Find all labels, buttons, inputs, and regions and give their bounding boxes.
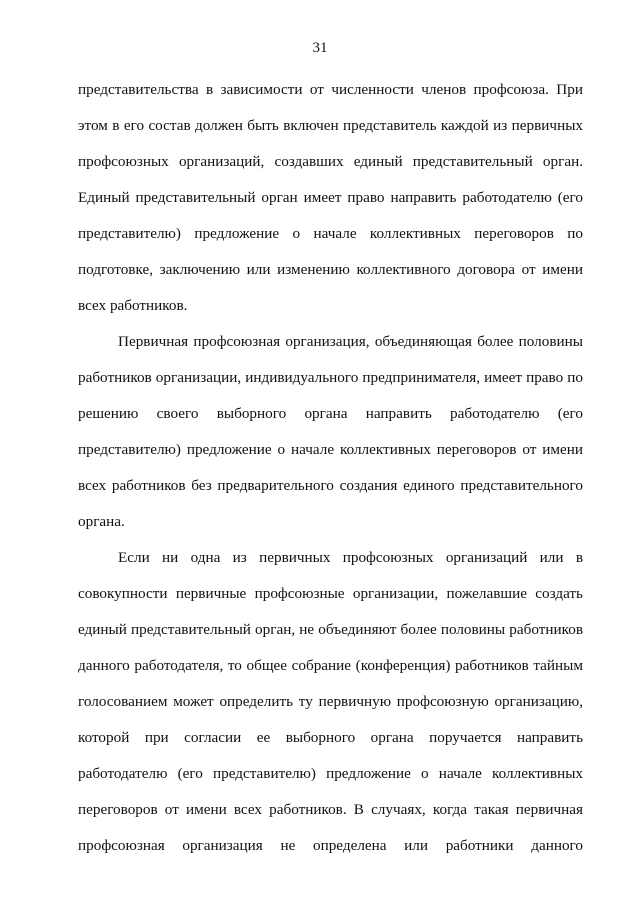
text-line: работодателю (его представителю) предложение о начале коллективных: [78, 765, 583, 782]
text-line: голосованием может определить ту первичную профсоюзную организацию,: [78, 693, 583, 710]
text-line: совокупности первичные профсоюзные организации, пожелавшие создать: [78, 585, 583, 602]
text-line: Единый представительный орган имеет право направить работодателю (его: [78, 189, 583, 206]
text-line: Если ни одна из первичных профсоюзных организаций или в: [118, 549, 583, 566]
text-line: всех работников.: [78, 297, 188, 314]
text-line: подготовке, заключению или изменению коллективного договора от имени: [78, 261, 583, 278]
paragraph: [78, 72, 583, 324]
paragraph: [78, 324, 583, 540]
text-line: этом в его состав должен быть включен представитель каждой из первичных: [78, 117, 583, 134]
text-line: представителю) предложение о начале коллективных переговоров по: [78, 225, 583, 242]
text-line: данного работодателя, то общее собрание (конференция) работников тайным: [78, 657, 583, 674]
text-line: которой при согласии ее выборного органа поручается направить: [78, 729, 583, 746]
text-line: представительства в зависимости от численности членов профсоюза. При: [78, 81, 583, 98]
text-line: профсоюзных организаций, создавших единый представительный орган.: [78, 153, 583, 170]
text-line: решению своего выборного органа направить работодателю (его: [78, 405, 583, 422]
page-number: 31: [312, 40, 328, 56]
document-body: [78, 72, 583, 864]
text-line: профсоюзная организация не определена или работники данного: [78, 837, 583, 854]
text-line: представителю) предложение о начале коллективных переговоров от имени: [78, 441, 583, 458]
text-line: Первичная профсоюзная организация, объединяющая более половины: [118, 333, 583, 350]
text-line: всех работников без предварительного создания единого представительного: [78, 477, 583, 494]
text-line: работников организации, индивидуального предпринимателя, имеет право по: [78, 369, 583, 386]
text-line: переговоров от имени всех работников. В случаях, когда такая первичная: [78, 801, 583, 818]
paragraph: [78, 540, 583, 864]
text-line: единый представительный орган, не объединяют более половины работников: [78, 621, 583, 638]
text-line: органа.: [78, 513, 125, 530]
